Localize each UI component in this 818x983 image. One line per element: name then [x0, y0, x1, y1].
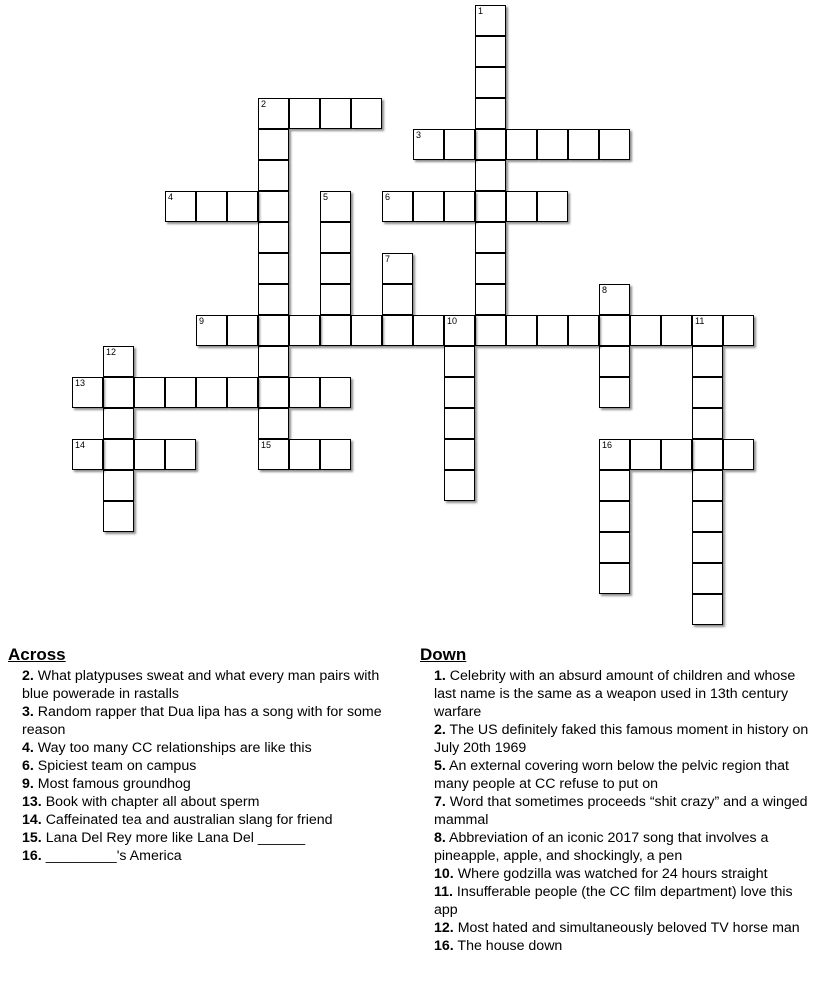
- grid-cell[interactable]: [506, 315, 537, 346]
- grid-cell[interactable]: [630, 315, 661, 346]
- grid-cell[interactable]: [444, 315, 475, 346]
- grid-cell[interactable]: [599, 501, 630, 532]
- grid-cell[interactable]: [630, 439, 661, 470]
- clue-number: 15: [261, 440, 272, 450]
- down-clues: [420, 645, 818, 955]
- down-clue: 10. Where godzilla was watched for 24 hours straight: [434, 866, 768, 882]
- grid-cell[interactable]: [475, 284, 506, 315]
- grid-cell[interactable]: [692, 594, 723, 625]
- grid-cell[interactable]: [599, 129, 630, 160]
- grid-cell[interactable]: [72, 377, 103, 408]
- grid-cell[interactable]: [692, 346, 723, 377]
- grid-cell[interactable]: [382, 253, 413, 284]
- grid-cell[interactable]: [692, 377, 723, 408]
- clue-number: 10: [447, 316, 458, 326]
- grid-cell[interactable]: [537, 129, 568, 160]
- grid-cell[interactable]: [568, 315, 599, 346]
- grid-cell[interactable]: [661, 439, 692, 470]
- grid-cell[interactable]: [320, 98, 351, 129]
- grid-cell[interactable]: [289, 315, 320, 346]
- clue-number: 14: [75, 440, 86, 450]
- grid-cell[interactable]: [103, 377, 134, 408]
- across-clue: 3. Random rapper that Dua lipa has a song with for some reason: [22, 704, 382, 738]
- grid-cell[interactable]: [258, 222, 289, 253]
- grid-cell[interactable]: [599, 346, 630, 377]
- clue-number: 16: [602, 440, 613, 450]
- grid-cell[interactable]: [444, 191, 475, 222]
- grid-cell[interactable]: [413, 129, 444, 160]
- across-clue: 14. Caffeinated tea and australian slang for friend: [22, 812, 333, 828]
- across-clue: 6. Spiciest team on campus: [22, 758, 197, 774]
- grid-cell[interactable]: [382, 284, 413, 315]
- grid-cell[interactable]: [72, 439, 103, 470]
- grid-cell[interactable]: [599, 315, 630, 346]
- grid-cell[interactable]: [692, 501, 723, 532]
- down-heading: Down: [420, 645, 467, 664]
- grid-cell[interactable]: [723, 315, 754, 346]
- grid-cell[interactable]: [196, 377, 227, 408]
- across-clue: 9. Most famous groundhog: [22, 776, 191, 792]
- grid-cell[interactable]: [692, 408, 723, 439]
- clue-number: 8: [602, 285, 608, 295]
- grid-cell[interactable]: [320, 439, 351, 470]
- grid-cell[interactable]: [475, 160, 506, 191]
- grid-cell[interactable]: [258, 98, 289, 129]
- down-clue: 12. Most hated and simultaneously beloved TV horse man: [434, 920, 800, 936]
- down-clue: 11. Insufferable people (the CC film department) love this app: [434, 884, 793, 918]
- grid-cell[interactable]: [227, 191, 258, 222]
- grid-cell[interactable]: [165, 377, 196, 408]
- across-clue: 4. Way too many CC relationships are like this: [22, 740, 312, 756]
- grid-cell[interactable]: [351, 315, 382, 346]
- grid-cell[interactable]: [475, 315, 506, 346]
- grid-cell[interactable]: [475, 222, 506, 253]
- grid-cell[interactable]: [599, 563, 630, 594]
- grid-cell[interactable]: [692, 563, 723, 594]
- across-clue: 2. What platypuses sweat and what every man pairs with blue powerade in rastalls: [22, 668, 380, 702]
- grid-cell[interactable]: [289, 98, 320, 129]
- down-clue: 8. Abbreviation of an iconic 2017 song that involves a pineapple, apple, and shockingly, a pen: [434, 830, 769, 864]
- grid-cell[interactable]: [289, 439, 320, 470]
- across-clue-list: [8, 667, 408, 865]
- grid-cell[interactable]: [444, 408, 475, 439]
- clue-number: 6: [385, 192, 391, 202]
- clue-number: 13: [75, 378, 86, 388]
- grid-cell[interactable]: [661, 315, 692, 346]
- grid-cell[interactable]: [692, 532, 723, 563]
- grid-cell[interactable]: [444, 470, 475, 501]
- grid-cell[interactable]: [475, 36, 506, 67]
- grid-cell[interactable]: [537, 315, 568, 346]
- grid-cell[interactable]: [258, 160, 289, 191]
- grid-cell[interactable]: [258, 346, 289, 377]
- grid-cell[interactable]: [103, 470, 134, 501]
- across-clue: 13. Book with chapter all about sperm: [22, 794, 260, 810]
- down-clue: 7. Word that sometimes proceeds “shit crazy” and a winged mammal: [434, 794, 808, 828]
- grid-cell[interactable]: [568, 129, 599, 160]
- grid-cell[interactable]: [599, 532, 630, 563]
- grid-cell[interactable]: [103, 346, 134, 377]
- grid-cell[interactable]: [475, 98, 506, 129]
- grid-cell[interactable]: [320, 315, 351, 346]
- grid-cell[interactable]: [382, 315, 413, 346]
- grid-cell[interactable]: [692, 439, 723, 470]
- clue-number: 2: [261, 99, 267, 109]
- grid-cell[interactable]: [444, 377, 475, 408]
- down-clue: 5. An external covering worn below the pelvic region that many people at CC refuse to put on: [434, 758, 789, 792]
- grid-cell[interactable]: [599, 284, 630, 315]
- grid-cell[interactable]: [103, 408, 134, 439]
- grid-cell[interactable]: [134, 377, 165, 408]
- grid-cell[interactable]: [413, 191, 444, 222]
- down-clue-list: [420, 667, 818, 955]
- clue-number: 4: [168, 192, 174, 202]
- clue-number: 5: [323, 192, 329, 202]
- clue-number: 7: [385, 254, 391, 264]
- grid-cell[interactable]: [196, 315, 227, 346]
- grid-cell[interactable]: [692, 470, 723, 501]
- down-clue: 1. Celebrity with an absurd amount of children and whose last name is the same as a weapon used in 13th century warfare: [434, 668, 796, 720]
- across-clue: 16. _________'s America: [22, 848, 182, 864]
- down-clue: 16. The house down: [434, 938, 563, 954]
- grid-cell[interactable]: [475, 5, 506, 36]
- grid-cell[interactable]: [351, 98, 382, 129]
- grid-cell[interactable]: [692, 315, 723, 346]
- grid-cell[interactable]: [258, 253, 289, 284]
- grid-cell[interactable]: [258, 129, 289, 160]
- down-clue: 2. The US definitely faked this famous moment in history on July 20th 1969: [434, 722, 809, 756]
- grid-cell[interactable]: [320, 377, 351, 408]
- grid-cell[interactable]: [320, 284, 351, 315]
- grid-cell[interactable]: [444, 439, 475, 470]
- clue-number: 11: [695, 316, 705, 326]
- grid-cell[interactable]: [475, 129, 506, 160]
- grid-cell[interactable]: [599, 470, 630, 501]
- clue-number: 1: [478, 6, 484, 16]
- grid-cell[interactable]: [258, 284, 289, 315]
- grid-cell[interactable]: [382, 191, 413, 222]
- grid-cell[interactable]: [258, 191, 289, 222]
- grid-cell[interactable]: [103, 439, 134, 470]
- grid-cell[interactable]: [320, 191, 351, 222]
- grid-cell[interactable]: [258, 439, 289, 470]
- grid-cell[interactable]: [506, 191, 537, 222]
- across-heading: Across: [8, 645, 66, 664]
- grid-cell[interactable]: [537, 191, 568, 222]
- grid-cell[interactable]: [599, 439, 630, 470]
- grid-cell[interactable]: [320, 253, 351, 284]
- grid-cell[interactable]: [258, 377, 289, 408]
- grid-cell[interactable]: [475, 191, 506, 222]
- grid-cell[interactable]: [444, 129, 475, 160]
- grid-cell[interactable]: [320, 222, 351, 253]
- grid-cell[interactable]: [227, 315, 258, 346]
- across-clue: 15. Lana Del Rey more like Lana Del ______: [22, 830, 306, 846]
- grid-cell[interactable]: [475, 253, 506, 284]
- grid-cell[interactable]: [134, 439, 165, 470]
- grid-cell[interactable]: [413, 315, 444, 346]
- grid-cell[interactable]: [103, 501, 134, 532]
- grid-cell[interactable]: [599, 377, 630, 408]
- grid-cell[interactable]: [289, 377, 320, 408]
- grid-cell[interactable]: [723, 439, 754, 470]
- grid-cell[interactable]: [258, 408, 289, 439]
- grid-cell[interactable]: [196, 191, 227, 222]
- grid-cell[interactable]: [165, 439, 196, 470]
- clue-number: 12: [106, 347, 117, 357]
- grid-cell[interactable]: [227, 377, 258, 408]
- grid-cell[interactable]: [165, 191, 196, 222]
- grid-cell[interactable]: [475, 67, 506, 98]
- grid-cell[interactable]: [444, 346, 475, 377]
- clue-number: 3: [416, 130, 422, 140]
- clue-number: 9: [199, 316, 205, 326]
- across-clues: [8, 645, 408, 865]
- grid-cell[interactable]: [258, 315, 289, 346]
- grid-cell[interactable]: [506, 129, 537, 160]
